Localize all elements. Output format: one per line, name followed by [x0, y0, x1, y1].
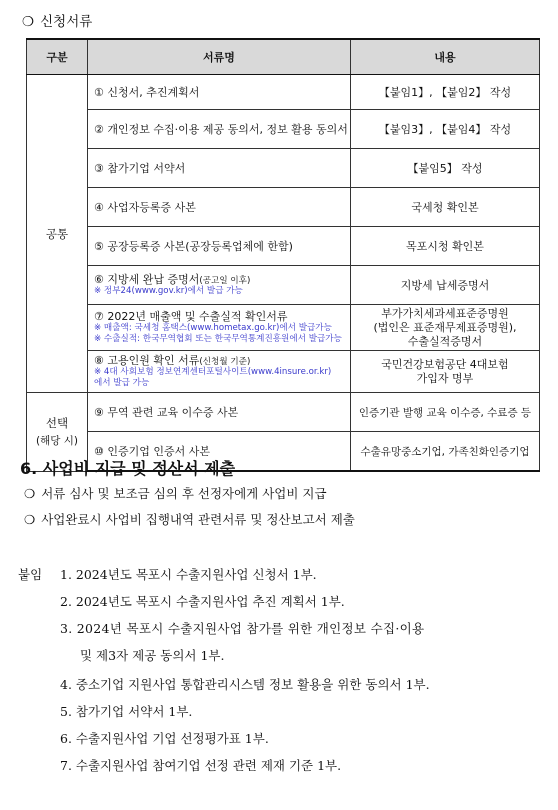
group-optional-label: 선택	[45, 416, 69, 431]
document-content: 지방세 납세증명서	[351, 266, 540, 305]
header-document-name: 서류명	[88, 39, 351, 75]
bullet-circle-icon: ❍	[24, 512, 36, 527]
document-name: ② 개인정보 수집·이용 제공 동의서, 정보 활용 동의서	[88, 110, 351, 149]
section-title	[22, 10, 92, 30]
attachment-item-continued: 및 제3자 제공 동의서 1부.	[80, 648, 225, 663]
attachment-item: 1. 2024년도 목포시 수출지원사업 신청서 1부.	[60, 567, 317, 582]
document-content: 수출유망중소기업, 가족친화인증기업	[351, 432, 540, 472]
attachment-item: 2. 2024년도 목포시 수출지원사업 추진 계획서 1부.	[60, 594, 345, 609]
document-content-line: 가입자 명부	[416, 371, 474, 385]
document-content: 국세청 확인본	[351, 188, 540, 227]
section-6-bullet	[24, 484, 327, 502]
document-name: ⑤ 공장등록증 사본(공장등록업체에 한함)	[88, 227, 351, 266]
document-name-cell	[88, 305, 351, 351]
group-common: 공통	[27, 75, 88, 393]
document-name: ③ 참가기업 서약서	[88, 149, 351, 188]
bullet-circle-icon: ❍	[24, 486, 36, 501]
document-content: 【붙임1】, 【붙임2】 작성	[351, 75, 540, 110]
table-row	[27, 305, 540, 351]
table-row	[27, 188, 540, 227]
document-name-qualifier: (신청월 기준)	[199, 357, 251, 367]
attachment-item: 5. 참가기업 서약서 1부.	[60, 704, 193, 719]
document-content-line: 수출실적증명서	[407, 334, 483, 348]
table-row	[27, 75, 540, 110]
table-row	[27, 149, 540, 188]
section-6-bullet	[24, 510, 355, 528]
document-content: 목포시청 확인본	[351, 227, 540, 266]
document-name: ⑧ 고용인원 확인 서류	[94, 354, 200, 367]
document-name: ④ 사업자등록증 사본	[88, 188, 351, 227]
attachment-item: 7. 수출지원사업 참여기업 선정 관련 제재 기준 1부.	[60, 758, 342, 773]
section-title-text: 신청서류	[40, 14, 93, 30]
document-content: 【붙임5】 작성	[351, 149, 540, 188]
attachment-item: 4. 중소기업 지원사업 통합관리시스템 정보 활용을 위한 동의서 1부.	[60, 677, 430, 692]
document-name-qualifier: (공고일 이후)	[199, 276, 251, 286]
bullet-text: 서류 심사 및 보조금 심의 후 선정자에게 사업비 지급	[41, 486, 327, 501]
document-content-line: 국민건강보험공단 4대보험	[381, 357, 509, 371]
document-name: ① 신청서, 추진계획서	[88, 75, 351, 110]
document-content-line: (법인은 표준재무제표증명원),	[373, 320, 517, 334]
table-row	[27, 266, 540, 305]
document-note: ※ 수출실적: 한국무역협회 또는 한국무역통계진흥원에서 발급가능	[94, 334, 342, 344]
table-row	[27, 227, 540, 266]
document-note: ※ 정부24(www.gov.kr)에서 발급 가능	[94, 286, 243, 296]
document-name: ⑩ 인증기업 인증서 사본	[88, 432, 351, 472]
document-content-line: 부가가치세과세표준증명원	[381, 306, 509, 320]
documents-table	[26, 38, 540, 472]
document-content: 인증기관 발행 교육 이수증, 수료증 등	[351, 393, 540, 432]
header-category: 구분	[27, 39, 88, 75]
group-optional-note: (해당 시)	[36, 435, 78, 448]
document-name-cell	[88, 266, 351, 305]
table-row	[27, 110, 540, 149]
attachments-label: 붙임	[18, 567, 43, 582]
document-name: ⑦ 2022년 매출액 및 수출실적 확인서류	[94, 310, 288, 323]
table-row	[27, 393, 540, 432]
document-name: ⑨ 무역 관련 교육 이수증 사본	[88, 393, 351, 432]
document-name-cell	[88, 351, 351, 393]
document-note: ※ 4대 사회보험 정보연계센터포털사이트(www.4insure.or.kr)	[94, 367, 332, 377]
header-content: 내용	[351, 39, 540, 75]
attachment-item: 6. 수출지원사업 기업 선정평가표 1부.	[60, 731, 269, 746]
document-content-cell	[351, 351, 540, 393]
document-note: 에서 발급 가능	[94, 378, 150, 388]
bullet-text: 사업완료시 사업비 집행내역 관련서류 및 정산보고서 제출	[41, 512, 355, 527]
document-content: 【붙임3】, 【붙임4】 작성	[351, 110, 540, 149]
document-content-cell	[351, 305, 540, 351]
section-6-title: 6. 사업비 지급 및 정산서 제출	[20, 459, 236, 478]
document-name: ⑥ 지방세 완납 증명서	[94, 273, 200, 286]
attachment-item: 3. 2024년 목포시 수출지원사업 참가를 위한 개인정보 수집·이용	[60, 621, 425, 636]
bullet-circle-icon: ❍	[22, 14, 35, 30]
table-header-row	[27, 39, 540, 75]
document-note: ※ 매출액: 국세청 홈택스(www.hometax.go.kr)에서 발급가능	[94, 323, 332, 333]
table-row	[27, 351, 540, 393]
